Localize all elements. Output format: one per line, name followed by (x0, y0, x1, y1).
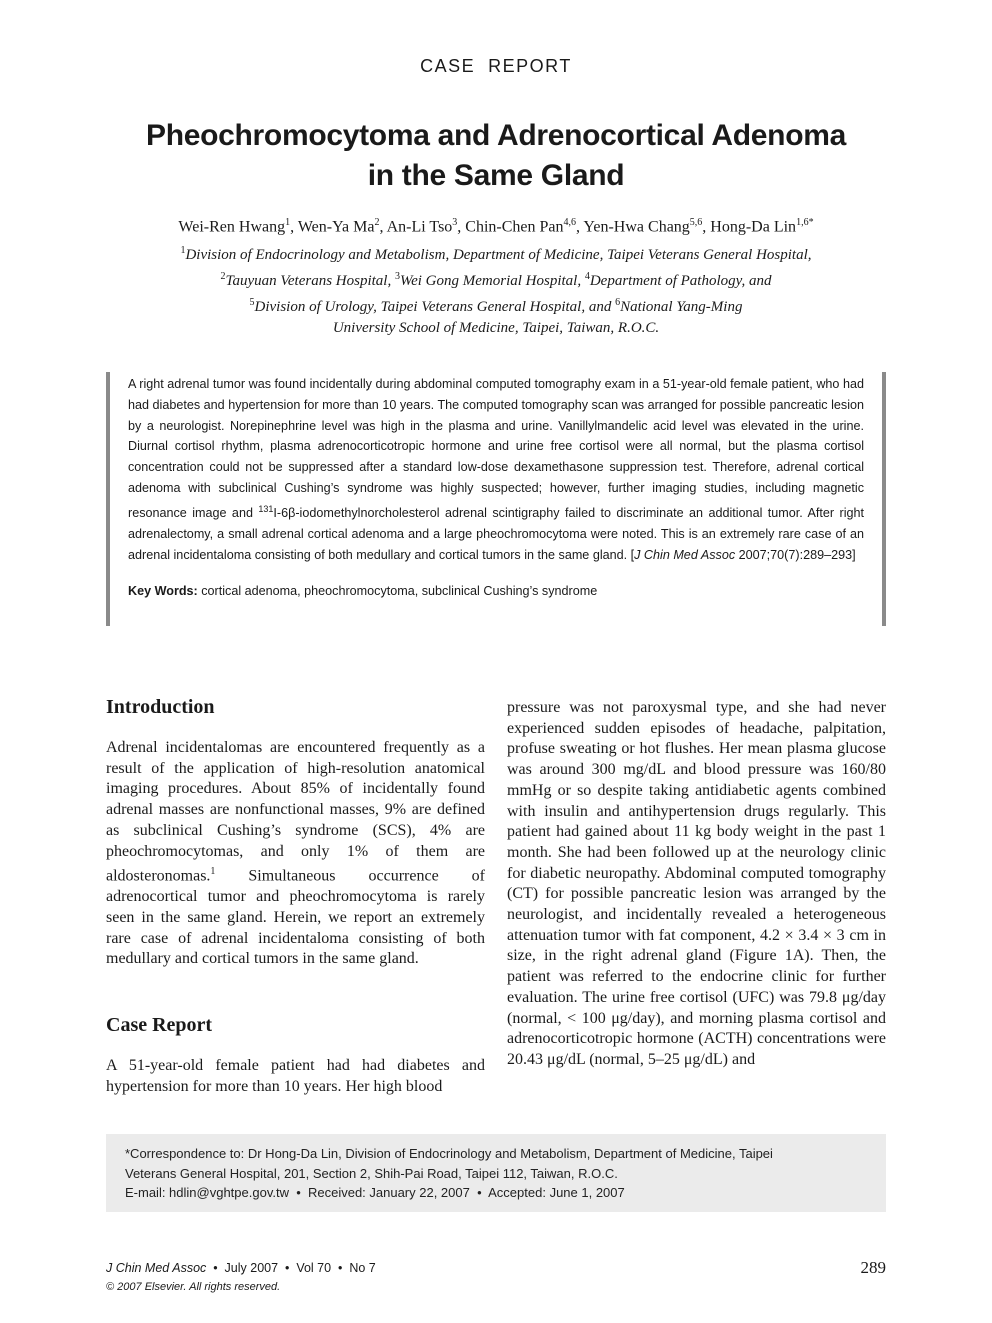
keywords-list: cortical adenoma, pheochromocytoma, subclinical Cushing’s syndrome (197, 584, 598, 599)
case-report-continued: pressure was not paroxysmal type, and she had never experienced sudden episodes of headache, palpitation, profuse sweating or hot flushes. Her mean plasma glucose was around 300 mg/dL and blood pressure was 160/80 mmHg or so despite taking antidiabetic agents combined with insulin and antihypertension drugs regularly. This patient had gained about 11 kg body weight in the past 1 month. She had been followed up at the neurology clinic for diabetic neuropathy. Abdominal computed tomography (CT) for possible pancreatic lesion was arranged by the neurologist, and incidentally revealed a heterogeneous attenuation tumor with fat component, 4.2 × 3.4 × 3 cm in size, in the right adrenal gland (Figure 1A). Then, the patient was referred to the endocrine clinic for further evaluation. The urine free cortisol (UFC) was 79.8 μg/day (normal, < 100 μg/day), and morning plasma cortisol and adrenocorticotropic hormone (ACTH) concentrations were 20.43 μg/dL (normal, 5–25 μg/dL) and (507, 699, 886, 1068)
title-line-1: Pheochromocytoma and Adrenocortical Adenoma (145, 119, 846, 152)
author-affil-sup: 1,6* (796, 217, 814, 228)
affiliation-line (60, 240, 932, 266)
correspondence-line: E-mail: hdlin@vghtpe.gov.tw • Received: January 22, 2007 • Accepted: June 1, 2007 (125, 1185, 625, 1200)
journal-footer (106, 1260, 376, 1277)
author-name: An-Li Tso (386, 218, 453, 236)
author-affil-sup: 3 (452, 217, 458, 228)
right-column (507, 698, 886, 1071)
affil-sup: 5 (249, 297, 255, 308)
journal-name: J Chin Med Assoc (106, 1261, 207, 1275)
affiliation-line (60, 266, 932, 292)
keywords (128, 581, 864, 602)
author-affil-sup: 1 (285, 217, 291, 228)
affil-sup: 4 (584, 271, 590, 282)
author-list: Wei-Ren Hwang$^1$, Wen-Ya Ma$^2$, An-Li Tso$^3$, Chin-Chen Pan$^{4,6}$, Yen-Hwa Chang$^{5,6}$, Hong-Da Lin$^{1,6*}$ (178, 217, 814, 236)
correspondence-line: *Correspondence to: Dr Hong-Da Lin, Division of Endocrinology and Metabolism, Department of Medicine, Taipei (125, 1146, 773, 1161)
abstract-text-part: A right adrenal tumor was found incidentally during abdominal computed tomography exam in a 51-year-old female patient, who had had diabetes and hypertension for more than 10 years. The computed tomography scan was arranged for possible pancreatic lesion by a neurologist. Norepinephrine level was high in the plasma and urine. Vanillylmandelic acid level was elevated in the urine. Diurnal cortisol rhythm, plasma adrenocorticotropic hormone and urine free cortisol were all normal, but the plasma cortisol concentration could not be suppressed after a standard low-dose dexamethasone suppression test. Therefore, adrenal cortical adenoma with subclinical Cushing’s syndrome was highly suspected; however, further imaging studies, including magnetic resonance image and (128, 377, 864, 520)
abstract-text (128, 374, 864, 565)
abstract-text-part: I-6β-iodomethylnorcholesterol adrenal scintigraphy failed to discriminate an additional tumor. After right adrenalectomy, a small adrenal cortical adenoma and a large pheochromocytoma were noted. This is an extremely rare case of an adrenal incidentaloma consisting of both medullary and cortical tumors in the same gland. [ (128, 505, 864, 562)
keywords-label: Key Words: (128, 584, 198, 599)
intro-text: Simultaneous occurrence of adrenocortical tumor and pheochromocytoma is rarely seen in the same gland. Herein, we report an extremely rare case of adrenal incidentaloma consisting of both medullary and cortical tumors in the same gland. (106, 867, 485, 968)
reference-sup: 1 (210, 866, 216, 878)
case-report-heading: Case Report (106, 1014, 213, 1037)
isotope-sup: 131 (258, 503, 274, 514)
intro-text: Adrenal incidentalomas are encountered frequently as a result of the application of high-resolution anatomical imaging procedures. About 85% of incidentally found adrenal masses are nonfunctional masses, 9% are defined as subclinical Cushing’s syndrome (SCS), 4% are pheochromocytomas, and only 1% of them are aldosteronomas. (106, 739, 485, 885)
author-name: Wei-Ren Hwang (178, 218, 286, 236)
affiliation-line: University School of Medicine, Taipei, Taiwan, R.O.C. (332, 320, 660, 336)
affil-text: Department of Pathology, and (589, 273, 772, 289)
section-label: CASE REPORT (420, 56, 572, 76)
author-affil-sup: 2 (374, 217, 380, 228)
affil-text: Division of Endocrinology and Metabolism, Department of Medicine, Taipei Veterans General Hospital, (185, 247, 812, 263)
case-report-paragraph: A 51-year-old female patient had had diabetes and hypertension for more than 10 years. Her high blood (106, 1057, 485, 1095)
citation-details: 2007;70(7):289–293] (735, 547, 856, 562)
affil-text: Tauyuan Veterans Hospital, (225, 273, 395, 289)
correspondence-line: Veterans General Hospital, 201, Section 2, Shih-Pai Road, Taipei 112, Taiwan, R.O.C. (125, 1165, 618, 1181)
author-affil-sup: 4,6 (563, 217, 577, 228)
affil-text: Wei Gong Memorial Hospital, (399, 273, 585, 289)
author-affil-sup: 5,6 (689, 217, 703, 228)
affil-text: Division of Urology, Taipei Veterans General Hospital, and (254, 299, 616, 315)
article-title (60, 116, 932, 196)
page-number: 289 (860, 1258, 886, 1277)
introduction-heading: Introduction (106, 696, 215, 718)
issue-info: • July 2007 • Vol 70 • No 7 (206, 1261, 376, 1275)
correspondence-box (106, 1134, 886, 1212)
affil-sup: 2 (220, 271, 226, 282)
author-name: Chin-Chen Pan (465, 218, 564, 236)
title-line-2: in the Same Gland (367, 159, 625, 192)
author-name: Wen-Ya Ma (297, 218, 375, 236)
introduction-paragraph (106, 738, 485, 970)
abstract-box (106, 372, 886, 626)
author-name: Yen-Hwa Chang (583, 218, 690, 236)
author-name: Hong-Da Lin (710, 218, 797, 236)
affiliations (60, 240, 932, 339)
affil-sup: 3 (394, 271, 400, 282)
affiliation-line (60, 292, 932, 318)
copyright: © 2007 Elsevier. All rights reserved. (106, 1281, 281, 1293)
affil-text: National Yang-Ming (620, 299, 743, 315)
affil-sup: 6 (615, 297, 621, 308)
affil-sup: 1 (180, 245, 186, 256)
left-column (106, 694, 485, 1097)
citation-journal: J Chin Med Assoc (634, 547, 736, 562)
